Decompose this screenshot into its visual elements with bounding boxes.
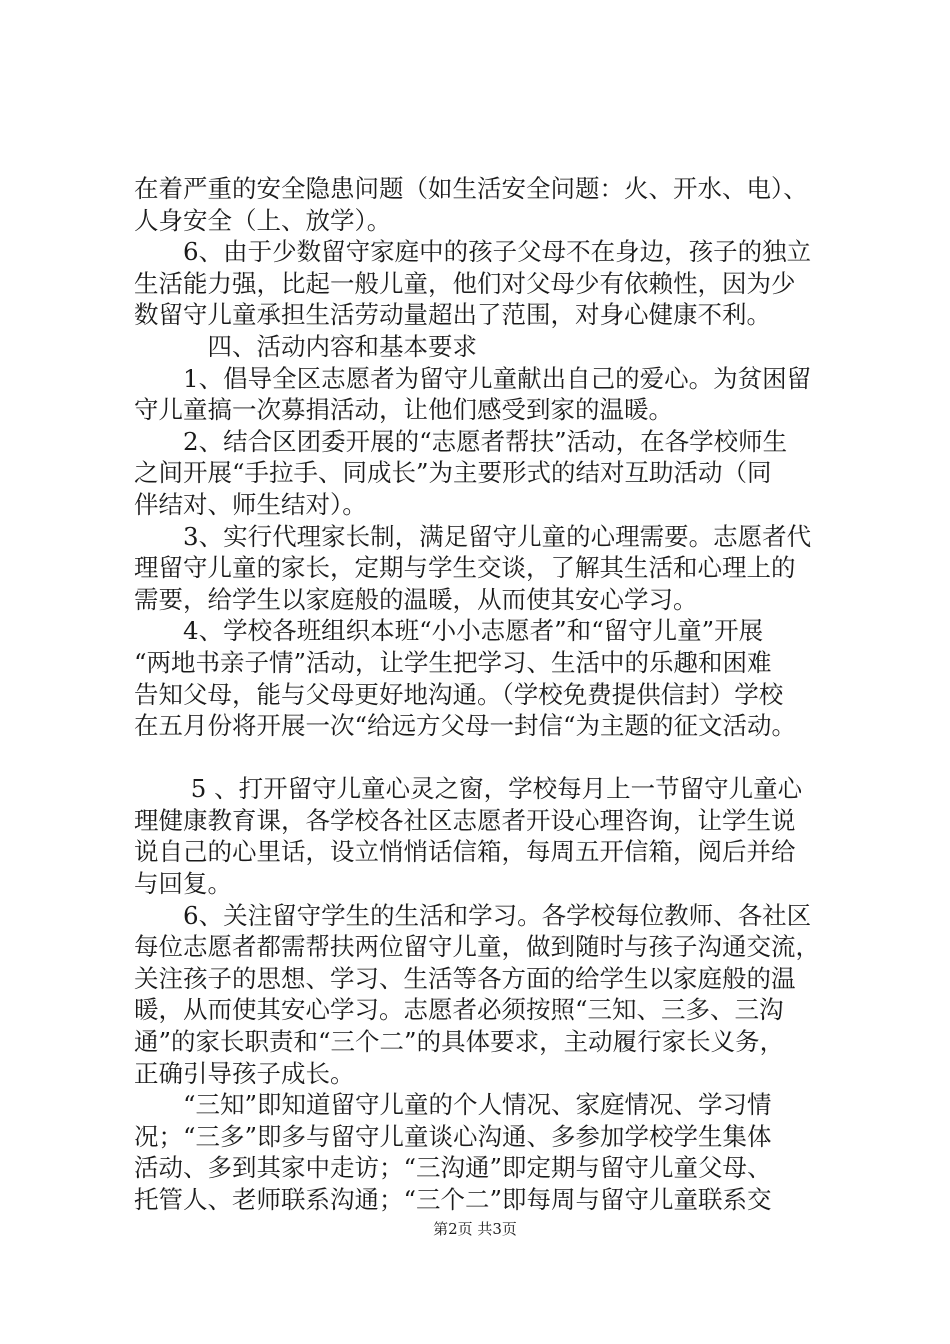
text-line: 6、关注留守学生的生活和学习。各学校每位教师、各社区 — [134, 900, 812, 930]
text-line: 2、结合区团委开展的“志愿者帮扶”活动，在各学校师生 — [134, 426, 788, 456]
text-line: 需要，给学生以家庭般的温暖，从而使其安心学习。 — [134, 584, 698, 614]
text-line: 说自己的心里话，设立悄悄话信箱，每周五开信箱，阅后并给 — [134, 837, 796, 867]
text-line: 之间开展“手拉手、同成长”为主要形式的结对互助活动（同 — [134, 458, 772, 488]
text-line: 四、活动内容和基本要求 — [134, 331, 477, 361]
text-line: 守儿童搞一次募捐活动，让他们感受到家的温暖。 — [134, 395, 673, 425]
text-line: 活动、多到其家中走访；“三沟通”即定期与留守儿童父母、 — [134, 1153, 772, 1183]
text-line: 与回复。 — [134, 869, 232, 899]
page-footer: 第2页 共3页 — [433, 1220, 517, 1238]
text-line: 理健康教育课，各学校各社区志愿者开设心理咨询，让学生说 — [134, 805, 796, 835]
text-line: 告知父母，能与父母更好地沟通。（学校免费提供信封）学校 — [134, 679, 784, 709]
text-line: 3、实行代理家长制，满足留守儿童的心理需要。志愿者代 — [134, 521, 812, 551]
text-line: 6、由于少数留守家庭中的孩子父母不在身边，孩子的独立 — [134, 237, 812, 267]
text-line: 人身安全（上、放学）。 — [134, 205, 392, 235]
text-line: 关注孩子的思想、学习、生活等各方面的给学生以家庭般的温 — [134, 963, 796, 993]
text-line: 况；“三多”即多与留守儿童谈心沟通、多参加学校学生集体 — [134, 1121, 772, 1151]
blank-line — [134, 742, 834, 774]
text-line: 每位志愿者都需帮扶两位留守儿童，做到随时与孩子沟通交流， — [134, 932, 820, 962]
text-line: 通”的家长职责和“三个二”的具体要求，主动履行家长义务， — [134, 1027, 785, 1057]
text-line: 生活能力强，比起一般儿童，他们对父母少有依赖性，因为少 — [134, 268, 796, 298]
text-line: “两地书亲子情”活动，让学生把学习、生活中的乐趣和困难 — [134, 647, 772, 677]
text-line: 伴结对、师生结对）。 — [134, 489, 367, 519]
text-line: 在五月份将开展一次“给远方父母一封信“为主题的征文活动。 — [134, 711, 797, 741]
text-line: 在着严重的安全隐患问题（如生活安全问题：火、开水、电）、 — [134, 174, 808, 203]
text-line: 1、倡导全区志愿者为留守儿童献出自己的爱心。为贫困留 — [134, 363, 812, 393]
text-line: 正确引导孩子成长。 — [134, 1058, 355, 1088]
text-line: “三知”即知道留守儿童的个人情况、家庭情况、学习情 — [134, 1090, 772, 1120]
text-line: 托管人、老师联系沟通；“三个二”即每周与留守儿童联系交 — [134, 1185, 772, 1214]
text-line: 暖，从而使其安心学习。志愿者必须按照“三知、三多、三沟 — [134, 995, 784, 1025]
body-text — [134, 173, 834, 1216]
text-line: 4、学校各班组织本班“小小志愿者”和“留守儿童”开展 — [134, 616, 764, 646]
text-line: 5 、打开留守儿童心灵之窗，学校每月上一节留守儿童心 — [134, 774, 803, 804]
text-line: 理留守儿童的家长，定期与学生交谈，了解其生活和心理上的 — [134, 553, 796, 583]
text-line: 数留守儿童承担生活劳动量超出了范围，对身心健康不利。 — [134, 300, 771, 330]
